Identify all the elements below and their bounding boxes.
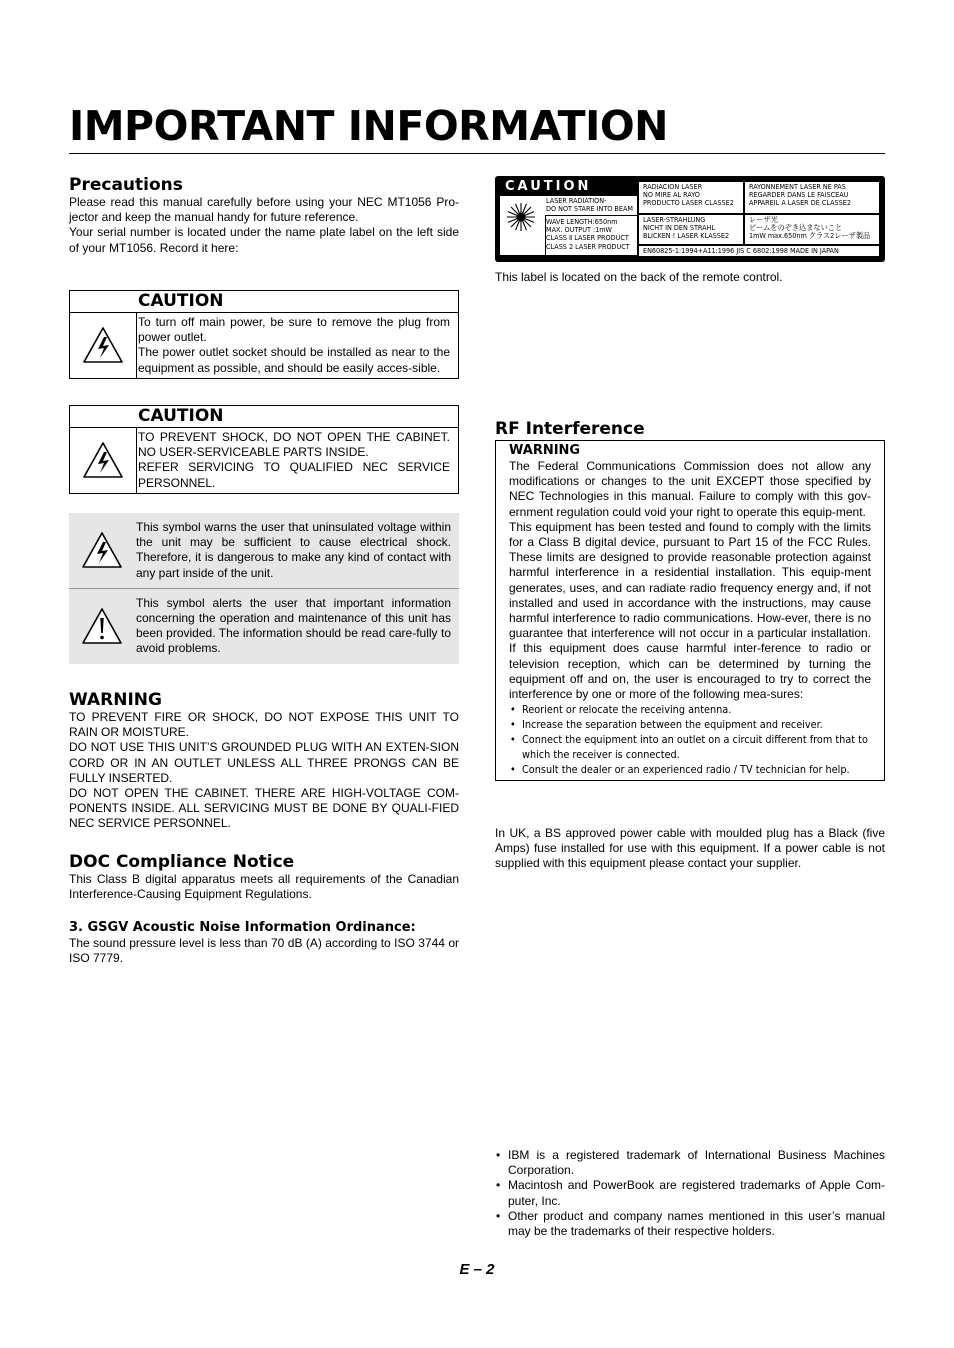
laser-text: EN60825-1:1994+A11:1996 JIS C 6802:1998 MADE IN JAPAN [643,246,839,255]
symbol-text: This symbol warns the user that uninsulated voltage within the unit may be sufficient to cause electrical shock. Therefore, it is dangerous to make any kind of contact with any part inside of the unit. [136,520,451,580]
lightning-triangle-icon [70,428,137,493]
laser-text: BLICKEN ! LASER KLASSE2 [643,231,730,241]
gsgv-section [69,920,459,966]
lightning-triangle-icon [69,520,135,581]
rf-warning-heading: WARNING [509,443,581,458]
list-item: • Connect the equipment into an outlet on a circuit different from that to which the receiver is connected. [509,732,871,762]
laser-text: 1mW max.650nm クラス2レーザ製品 [749,231,871,241]
laser-german-panel [639,215,743,244]
rf-measures-list [509,702,871,777]
rf-warning-box [495,440,885,781]
warning-heading: WARNING [69,690,162,710]
trademark-text: • Other product and company names mentioned in this user’s manual may be the trademarks of their respective holders. [508,1208,885,1239]
laser-text: WAVE LENGTH:650nm [546,217,618,226]
laser-text: ビームをのぞき込まないこと [749,223,843,233]
symbol-explanations [69,513,459,664]
list-item [495,1148,885,1178]
laser-text: DO NOT STARE INTO BEAM [546,204,633,214]
laser-text: APPAREIL A LASER DE CLASSE2 [749,198,851,208]
laser-caption: CAUTION [505,179,592,194]
laser-japanese-panel [745,215,879,244]
laser-french-panel [745,182,879,213]
warning-text-2: DO NOT USE THIS UNIT’S GROUNDED PLUG WITH AN EXTEN-SION CORD OR IN AN OUTLET UNLESS ALL THREE PRONGS CAN BE FULLY INSERTED. [69,740,459,785]
laser-text: CLASS Ⅱ LASER PRODUCT [546,233,629,243]
doc-heading: DOC Compliance Notice [69,852,295,872]
precautions-heading: Precautions [69,175,183,195]
list-item: • Reorient or relocate the receiving antenna. [509,702,871,717]
laser-starburst-icon [506,202,536,234]
laser-text: レーザ光 [749,215,778,224]
precautions-section [69,175,459,256]
caution-box-power [69,290,459,379]
laser-text: LASER RADIATION- [546,196,607,205]
page-number: E – 2 [459,1261,495,1278]
list-item [495,1209,885,1239]
laser-text: PRODUCTO LASER CLASSE2 [643,198,734,208]
gsgv-text: The sound pressure level is less than 70 dB (A) according to ISO 3744 or ISO 7779. [69,936,459,966]
list-item: • Increase the separation between the equipment and receiver. [509,717,871,732]
doc-section [69,852,459,902]
precautions-text-1: Please read this manual carefully before using your NEC MT1056 Pro-jector and keep the manual handy for future reference. [69,195,459,225]
laser-label-note: This label is located on the back of the remote control. [495,270,783,284]
list-item [495,1178,885,1208]
caution-text-1: TO PREVENT SHOCK, DO NOT OPEN THE CABINET. NO USER-SERVICEABLE PARTS INSIDE. [138,430,450,460]
symbol-row-information [69,588,459,664]
rf-heading: RF Interference [495,419,645,439]
caution-text-2: REFER SERVICING TO QUALIFIED NEC SERVICE PERSONNEL. [138,460,450,490]
symbol-text: This symbol alerts the user that important information concerning the operation and maintenance of this unit has been provided. The information should be read care-fully to avoid problems. [136,595,451,656]
laser-text: LASER-STRAHLUNG [643,215,706,224]
laser-text: RADIACION LASER [643,182,703,191]
warning-text-3: DO NOT OPEN THE CABINET. THERE ARE HIGH-VOLTAGE COM-PONENTS INSIDE. ALL SERVICING MUST BE DONE BY QUALI-FIED NEC SERVICE PERSONNEL. [69,786,459,831]
laser-text: REGARDER DANS LE FAISCEAU [749,190,849,200]
caution-heading: CAUTION [70,291,458,313]
title-divider [69,153,885,154]
laser-text: RAYONNEMENT LASER NE PAS [749,182,846,191]
warning-section [69,690,459,832]
laser-caution-label [495,176,885,262]
symbol-row-voltage [69,513,459,588]
uk-fuse-text: In UK, a BS approved power cable with moulded plug has a Black (five Amps) fuse installed for use with this equipment. If a power cable is not supplied with this equipment please contact your supplier. [495,826,885,871]
warning-text-1: TO PREVENT FIRE OR SHOCK, DO NOT EXPOSE THIS UNIT TO RAIN OR MOISTURE. [69,710,459,740]
caution-box-shock [69,405,459,494]
gsgv-heading: 3. GSGV Acoustic Noise Information Ordinance: [69,920,416,935]
rf-text-1: The Federal Communications Commission does not allow any modifications or changes to the unit EXCEPT those specified by NEC Technologies in this manual. Failure to comply with this gov-ernment regulation could void your right to operate this equip-ment. [509,459,871,519]
laser-text: CLASS 2 LASER PRODUCT [546,241,630,251]
rf-text-2: This equipment has been tested and found to comply with the limits for a Class B digital device, pursuant to Part 15 of the FCC Rules. These limits are designed to provide reasonable protection against harmful interference in a residential installation. This equip-ment generates, uses, and can radiate radio frequency energy and, if not installed and used in accordance with the instructions, may cause harmful interference to radio communications. How-ever, there is no guarantee that interference will not occur in a particular installation. If this equipment does cause harmful inter-ference to radio or television reception, which can be determined by turning the equipment off and on, the user is encouraged to try to correct the interference by one or more of the following mea-sures: [509,519,871,702]
rf-section [495,419,885,781]
precautions-text-2: Your serial number is located under the name plate label on the left side of your MT1056. Record it here: [69,225,459,255]
page-title: IMPORTANT INFORMATION [69,102,668,150]
doc-text: This Class B digital apparatus meets all requirements of the Canadian Interference-Causing Equipment Regulations. [69,872,459,902]
exclamation-triangle-icon [69,596,135,657]
list-item: • Consult the dealer or an experienced radio / TV technician for help. [509,762,871,777]
trademark-text: • IBM is a registered trademark of International Business Machines Corporation. [508,1148,885,1178]
trademark-text: • Macintosh and PowerBook are registered trademarks of Apple Com-puter, Inc. [508,1178,885,1208]
trademarks-list [495,1148,885,1239]
caution-text-2: The power outlet socket should be installed as near to the equipment as possible, and should be easily acces-sible. [138,345,450,375]
laser-text: MAX. OUTPUT :1mW [546,225,612,235]
laser-standards-strip [639,246,879,256]
laser-text: NICHT IN DEN STRAHL [643,223,716,233]
laser-text: NO MIRE AL RAYO [643,190,700,200]
caution-text-1: To turn off main power, be sure to remove the plug from power outlet. [138,315,450,345]
laser-spanish-panel [639,182,743,213]
caution-heading: CAUTION [70,406,458,428]
lightning-triangle-icon [70,313,137,378]
laser-left-panel [500,196,637,255]
